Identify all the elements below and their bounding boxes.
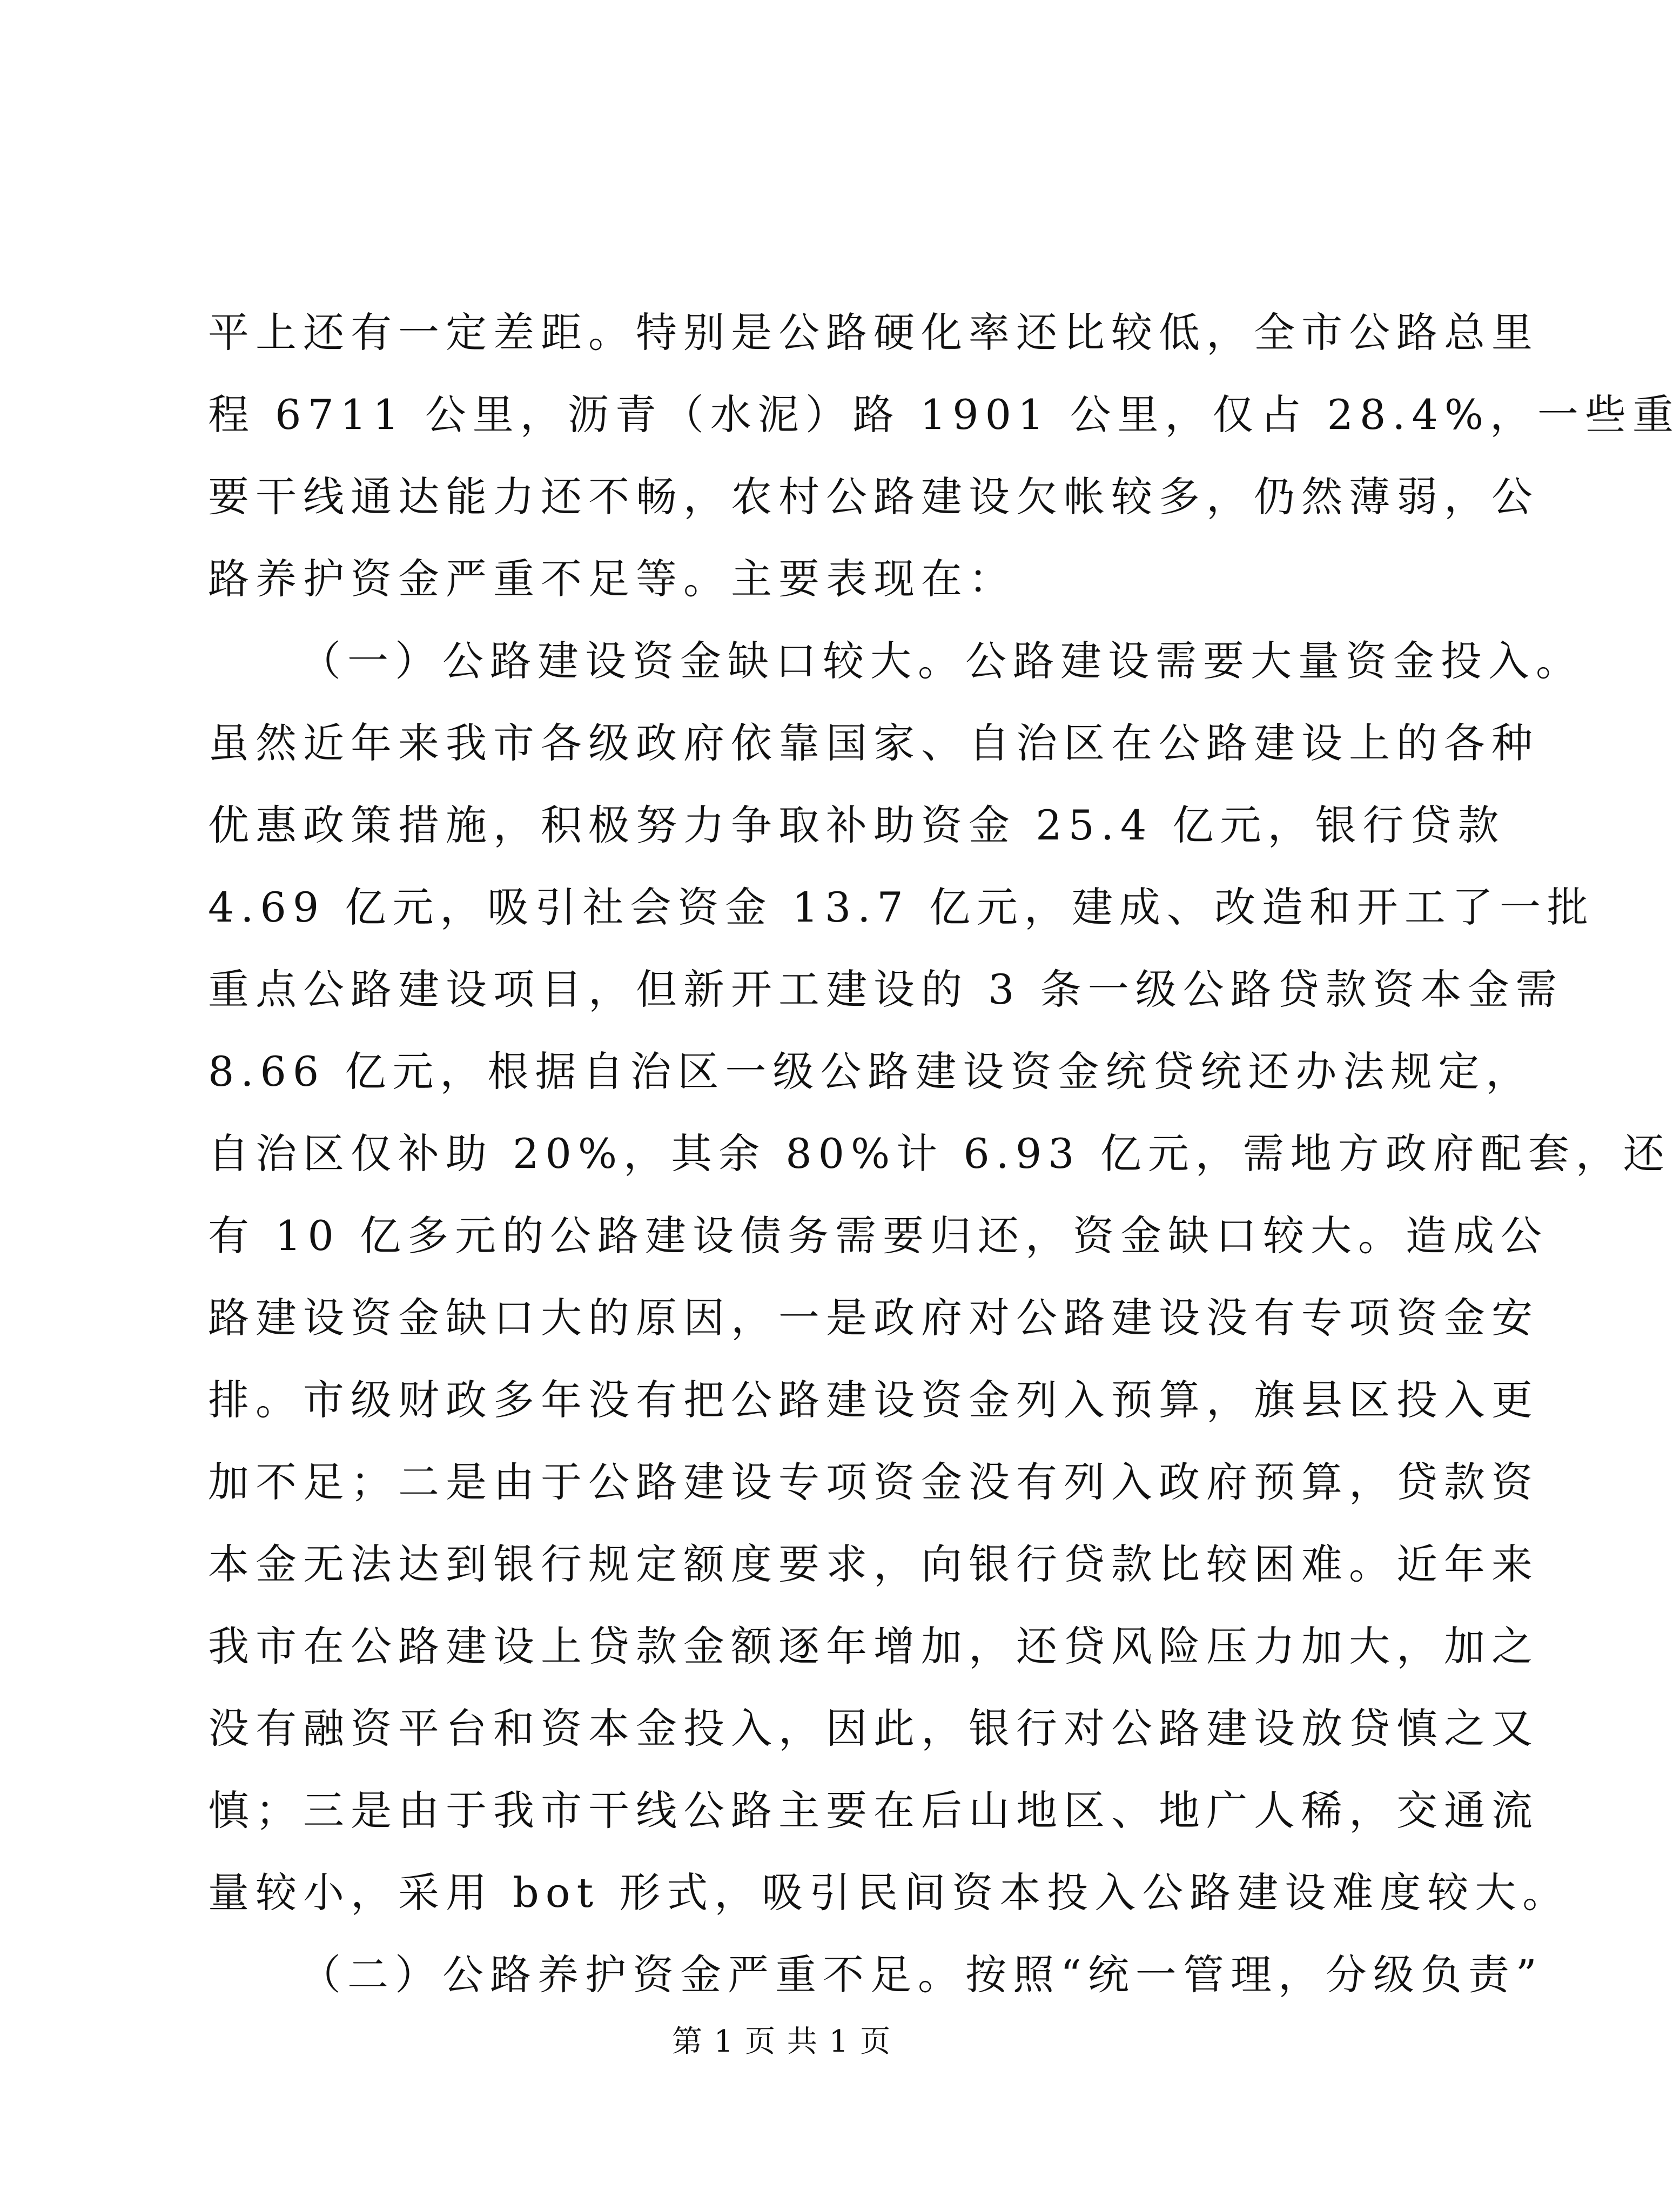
text-line: 我市在公路建设上贷款金额逐年增加，还贷风险压力加大，加之 — [208, 1622, 1539, 1670]
text-line: 优惠政策措施，积极努力争取补助资金 25.4 亿元，银行贷款 — [208, 801, 1506, 849]
text-line: 重点公路建设项目，但新开工建设的 3 条一级公路贷款资本金需 — [208, 965, 1563, 1013]
text-line: 量较小，采用 bot 形式，吸引民间资本投入公路建设难度较大。 — [208, 1869, 1570, 1917]
text-line: 4.69 亿元，吸引社会资金 13.7 亿元，建成、改造和开工了一批 — [208, 883, 1595, 931]
text-line: 虽然近年来我市各级政府依靠国家、自治区在公路建设上的各种 — [208, 719, 1539, 767]
text-line: 慎；三是由于我市干线公路主要在后山地区、地广人稀，交通流 — [208, 1786, 1539, 1834]
page-footer: 第 1 页 共 1 页 — [671, 2024, 892, 2059]
text-line: 程 6711 公里，沥青（水泥）路 1901 公里，仅占 28.4%，一些重 — [208, 391, 1680, 439]
text-line: 有 10 亿多元的公路建设债务需要归还，资金缺口较大。造成公 — [208, 1212, 1549, 1260]
text-line: 路建设资金缺口大的原因，一是政府对公路建设没有专项资金安 — [208, 1294, 1539, 1342]
document-body — [208, 292, 1680, 2016]
text-line: 8.66 亿元，根据自治区一级公路建设资金统贷统还办法规定， — [208, 1047, 1534, 1096]
text-line: 路养护资金严重不足等。主要表现在： — [208, 555, 1016, 603]
text-line: 本金无法达到银行规定额度要求，向银行贷款比较困难。近年来 — [208, 1540, 1539, 1588]
text-line: 排。市级财政多年没有把公路建设资金列入预算，旗县区投入更 — [208, 1376, 1539, 1424]
text-line: 平上还有一定差距。特别是公路硬化率还比较低，全市公路总里 — [208, 308, 1539, 357]
text-line: 要干线通达能力还不畅，农村公路建设欠帐较多，仍然薄弱，公 — [208, 473, 1539, 521]
text-line: 加不足；二是由于公路建设专项资金没有列入政府预算，贷款资 — [208, 1458, 1539, 1506]
section-heading-line: （二）公路养护资金严重不足。按照“统一管理，分级负责” — [300, 1951, 1543, 1999]
text-line: 自治区仅补助 20%，其余 80%计 6.93 亿元，需地方政府配套，还 — [208, 1130, 1671, 1178]
section-heading-line: （一）公路建设资金缺口较大。公路建设需要大量资金投入。 — [300, 637, 1583, 685]
text-line: 没有融资平台和资本金投入，因此，银行对公路建设放贷慎之又 — [208, 1704, 1539, 1752]
